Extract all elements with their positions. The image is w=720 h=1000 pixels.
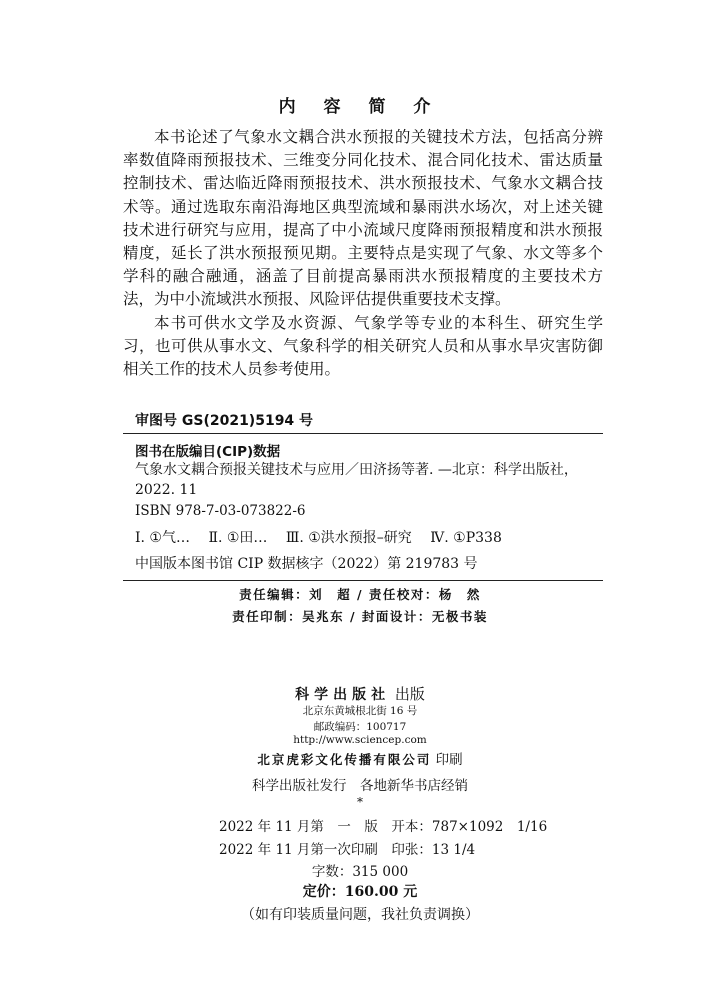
publisher-postcode: 邮政编码：100717	[313, 721, 407, 733]
classification-list	[135, 527, 516, 547]
publisher-address: 北京东黄城根北街 16 号	[302, 705, 418, 717]
cip-heading: 图书在版编目(CIP)数据	[135, 444, 281, 460]
price: 定价：160.00 元	[302, 884, 418, 900]
quality-notice: （如有印装质量问题，我社负责调换）	[241, 907, 479, 923]
classification-item: Ⅱ. ①田…	[208, 530, 268, 546]
printer-line	[0, 748, 720, 768]
printer-name: 北京虎彩文化传播有限公司	[257, 752, 432, 767]
publisher-line	[0, 683, 720, 704]
intro-paragraph-2: 本书可供水文学及水资源、气象学等专业的本科生、研究生学习，也可供从事水文、气象科学的相关研究人员和从事水旱灾害防御相关工作的技术人员参考使用。	[123, 313, 603, 379]
classification-item: Ⅲ. ①洪水预报–研究	[285, 530, 412, 546]
distribution-info: 科学出版社发行 各地新华书店经销	[252, 778, 468, 794]
printing-info: 2022 年 11 月第一次印刷 印张：13 1/4	[219, 842, 476, 858]
production-credits: 责任印制：吴兆东 / 封面设计：无极书装	[232, 609, 488, 624]
cip-description: 气象水文耦合预报关键技术与应用／田济扬等著. —北京：科学出版社，2022. 11	[135, 462, 578, 498]
edition-info: 2022 年 11 月第 一 版 开本：787×1092 1/16	[219, 819, 548, 835]
cip-record-number: 中国版本图书馆 CIP 数据核字（2022）第 219783 号	[135, 556, 478, 572]
publisher-suffix: 出版	[394, 685, 425, 703]
separator-star: *	[357, 795, 363, 809]
map-approval-number: 审图号 GS(2021)5194 号	[135, 413, 314, 429]
cip-top-divider	[123, 433, 603, 434]
word-count: 字数：315 000	[311, 864, 409, 880]
isbn: ISBN 978-7-03-073822-6	[135, 503, 306, 519]
classification-item: Ⅰ. ①气…	[135, 530, 190, 546]
intro-paragraph-1: 本书论述了气象水文耦合洪水预报的关键技术方法，包括高分辨率数值降雨预报技术、三维变分同化技术、混合同化技术、雷达质量控制技术、雷达临近降雨预报技术、洪水预报技术、气象水文耦合技术等。通过选取东南沿海地区典型流域和暴雨洪水场次，对上述关键技术进行研究与应用，提高了中小流域尺度降雨预报精度和洪水预报精度，延长了洪水预报预见期。主要特点是实现了气象、水文等多个学科的融合融通，涵盖了目前提高暴雨洪水预报精度的主要技术方法，为中小流域洪水预报、风险评估提供重要技术支撑。	[123, 128, 603, 309]
publisher-website: http://www.sciencep.com	[293, 734, 427, 746]
cip-bottom-divider	[123, 580, 603, 581]
classification-item: Ⅳ. ①P338	[430, 530, 502, 546]
printer-suffix: 印刷	[435, 752, 463, 768]
publisher-name: 科学出版社	[295, 687, 391, 703]
intro-title: 内 容 简 介	[278, 97, 442, 117]
intro-body	[123, 126, 603, 381]
editor-credits: 责任编辑：刘 超 / 责任校对：杨 然	[239, 587, 481, 602]
